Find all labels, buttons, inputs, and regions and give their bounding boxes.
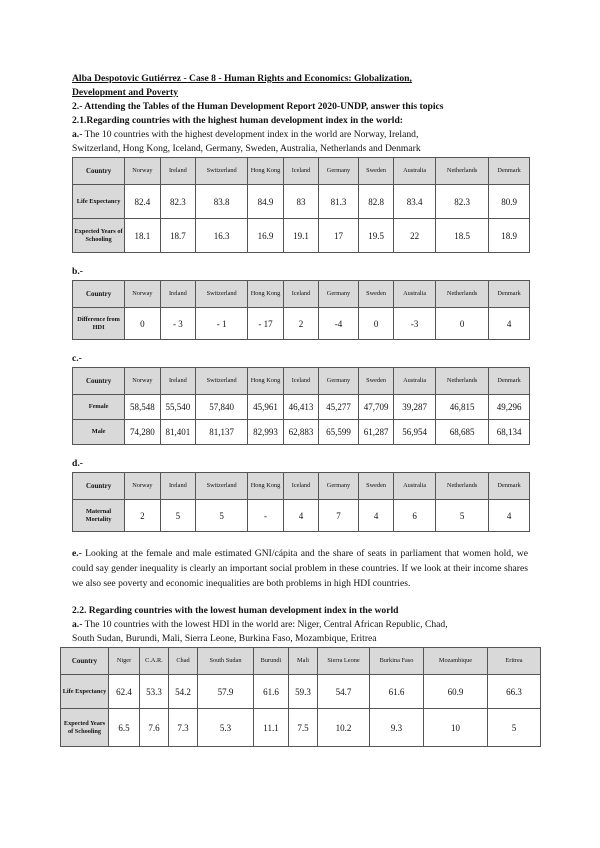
table-cell: 54.7 [318, 675, 370, 709]
header-cell: Iceland [283, 281, 318, 308]
row-label: Expected Years of Schooling [73, 219, 125, 253]
table-cell: 9.3 [370, 709, 424, 747]
header-cell: Switzerland [196, 158, 248, 185]
table-cell: 84.9 [248, 185, 283, 219]
header-cell: Denmark [489, 473, 530, 500]
table-row [61, 675, 541, 709]
table-cell: 7.6 [140, 709, 169, 747]
table-row [73, 395, 530, 420]
table-cell: 7 [319, 500, 359, 532]
table-cell: 2 [125, 500, 160, 532]
table-cell: 11.1 [254, 709, 289, 747]
header-cell: Mozambique [424, 648, 488, 675]
table-cell: 53.3 [140, 675, 169, 709]
header-cell: Country [73, 473, 125, 500]
table-row [73, 185, 530, 219]
header-cell: Switzerland [196, 368, 248, 395]
part-a-paragraph [72, 128, 528, 156]
header-cell: Germany [319, 158, 359, 185]
table-cell: 4 [358, 500, 393, 532]
header-cell: Netherlands [436, 368, 489, 395]
section-2-2-text-line2: South Sudan, Burundi, Mali, Sierra Leone, Burkina Faso, Mozambique, Eritrea [72, 633, 377, 644]
header-cell: Burundi [254, 648, 289, 675]
table-cell: - 1 [196, 308, 248, 340]
header-cell: Australia [394, 281, 436, 308]
row-label: Life Expectancy [61, 675, 109, 709]
section-2-1-heading: 2.1.Regarding countries with the highest human development index in the world: [72, 115, 403, 126]
table-cell: 2 [283, 308, 318, 340]
table-cell: 82.3 [160, 185, 195, 219]
table-cell: 46,815 [436, 395, 489, 420]
table-cell: 18.5 [436, 219, 489, 253]
table-cell: 49,296 [489, 395, 530, 420]
table-high-hdi-difference [72, 280, 530, 340]
header-cell: Ireland [160, 281, 195, 308]
table-cell: 54.2 [169, 675, 198, 709]
table-cell: 61,287 [358, 420, 393, 445]
header-cell: Iceland [283, 368, 318, 395]
table-row [73, 219, 530, 253]
document-title-line1: Alba Despotovic Gutiérrez - Case 8 - Human Rights and Economics: Globalization, [72, 73, 412, 84]
header-cell: Denmark [489, 158, 530, 185]
header-cell: Netherlands [436, 281, 489, 308]
header-cell: Mali [289, 648, 318, 675]
header-cell: Ireland [160, 158, 195, 185]
table-cell: 6 [394, 500, 436, 532]
header-cell: Germany [319, 368, 359, 395]
table-cell: 39,287 [394, 395, 436, 420]
part-d-label: d.- [72, 458, 83, 469]
row-label: Male [73, 420, 125, 445]
table-cell: 17 [319, 219, 359, 253]
table-cell: 0 [436, 308, 489, 340]
header-cell: Sierra Leone [318, 648, 370, 675]
table-cell: 10 [424, 709, 488, 747]
header-cell: Sweden [358, 281, 393, 308]
header-cell: Norway [125, 473, 160, 500]
table-cell: 16.9 [248, 219, 283, 253]
table-cell: 82.3 [436, 185, 489, 219]
header-cell: C.A.R. [140, 648, 169, 675]
table-cell: - [248, 500, 283, 532]
table-header-row [73, 473, 530, 500]
row-label: Life Expectancy [73, 185, 125, 219]
header-cell: Ireland [160, 473, 195, 500]
header-cell: Iceland [283, 158, 318, 185]
table-cell: 5 [196, 500, 248, 532]
table-cell: 6.5 [109, 709, 140, 747]
section-2-2-label: a.- [72, 619, 83, 630]
section-2-heading: 2.- Attending the Tables of the Human Development Report 2020-UNDP, answer this topics [72, 101, 444, 112]
header-cell: Burkina Faso [370, 648, 424, 675]
header-cell: Switzerland [196, 281, 248, 308]
table-cell: 60.9 [424, 675, 488, 709]
header-cell: Germany [319, 281, 359, 308]
header-cell: Country [61, 648, 109, 675]
header-cell: Hong Kong [248, 368, 283, 395]
table-cell: 57,840 [196, 395, 248, 420]
table-row [61, 709, 541, 747]
table-cell: 80.9 [489, 185, 530, 219]
header-cell: Country [73, 368, 125, 395]
table-cell: 83.4 [394, 185, 436, 219]
header-cell: Sweden [358, 473, 393, 500]
table-cell: 18.7 [160, 219, 195, 253]
header-cell: Ireland [160, 368, 195, 395]
header-cell: Eritrea [488, 648, 541, 675]
table-cell: 16.3 [196, 219, 248, 253]
header-cell: Denmark [489, 368, 530, 395]
table-cell: 57.9 [198, 675, 254, 709]
table-header-row [61, 648, 541, 675]
table-cell: 59.3 [289, 675, 318, 709]
header-cell: Denmark [489, 281, 530, 308]
table-cell: 0 [358, 308, 393, 340]
table-cell: - 3 [160, 308, 195, 340]
table-cell: 4 [489, 308, 530, 340]
header-cell: Norway [125, 368, 160, 395]
table-cell: 56,954 [394, 420, 436, 445]
table-cell: 5 [160, 500, 195, 532]
table-cell: 18.9 [489, 219, 530, 253]
section-2-2-paragraph [72, 618, 528, 646]
part-a-text-line1: The 10 countries with the highest development index in the world are Norway, Ireland, [82, 129, 419, 140]
table-cell: 22 [394, 219, 436, 253]
document-title-line2: Development and Poverty [72, 87, 179, 98]
header-cell: Sweden [358, 158, 393, 185]
table-high-gni [72, 367, 530, 445]
header-cell: Switzerland [196, 473, 248, 500]
table-cell: 82.4 [125, 185, 160, 219]
header-cell: Hong Kong [248, 473, 283, 500]
part-b-label: b.- [72, 266, 83, 277]
table-cell: 82,993 [248, 420, 283, 445]
table-cell: 58,548 [125, 395, 160, 420]
table-cell: 47,709 [358, 395, 393, 420]
part-c-label: c.- [72, 353, 82, 364]
header-cell: Niger [109, 648, 140, 675]
header-cell: Germany [319, 473, 359, 500]
row-label: Expected Years of Schooling [61, 709, 109, 747]
table-cell: 82.8 [358, 185, 393, 219]
table-cell: 18.1 [125, 219, 160, 253]
header-cell: Country [73, 281, 125, 308]
table-cell: 5 [488, 709, 541, 747]
table-cell: 61.6 [370, 675, 424, 709]
header-cell: Netherlands [436, 473, 489, 500]
table-header-row [73, 281, 530, 308]
table-cell: 74,280 [125, 420, 160, 445]
table-cell: 0 [125, 308, 160, 340]
header-cell: Australia [394, 473, 436, 500]
table-cell: 65,599 [319, 420, 359, 445]
table-cell: 4 [489, 500, 530, 532]
header-cell: Norway [125, 281, 160, 308]
table-cell: - 17 [248, 308, 283, 340]
table-cell: 68,685 [436, 420, 489, 445]
table-cell: 19.5 [358, 219, 393, 253]
row-label: Difference from HDI [73, 308, 125, 340]
part-e-text: Looking at the female and male estimated GNI/cápita and the share of seats in parliament that women hold, we could say gender inequality is clearly an important social problem in these countries. If we look at their income shares we also see poverty and economic inequalities are both problems in high HDI countries. [72, 548, 528, 589]
table-cell: 61.6 [254, 675, 289, 709]
table-cell: 45,961 [248, 395, 283, 420]
table-low-life-schooling [60, 647, 541, 747]
table-row [73, 500, 530, 532]
table-row [73, 420, 530, 445]
table-cell: 45,277 [319, 395, 359, 420]
header-cell: Country [73, 158, 125, 185]
table-high-maternal-mortality [72, 472, 530, 532]
section-2-2-text-line1: The 10 countries with the lowest HDI in the world are: Niger, Central African Republic, Chad, [82, 619, 448, 630]
table-cell: 46,413 [283, 395, 318, 420]
header-cell: South Sudan [198, 648, 254, 675]
table-cell: -3 [394, 308, 436, 340]
header-cell: Australia [394, 158, 436, 185]
header-cell: Australia [394, 368, 436, 395]
header-cell: Chad [169, 648, 198, 675]
header-cell: Hong Kong [248, 158, 283, 185]
table-cell: 4 [283, 500, 318, 532]
table-high-life-schooling [72, 157, 530, 253]
part-e-label: e.- [72, 548, 82, 559]
table-header-row [73, 158, 530, 185]
header-cell: Hong Kong [248, 281, 283, 308]
row-label: Female [73, 395, 125, 420]
table-cell: 62,883 [283, 420, 318, 445]
table-cell: 7.5 [289, 709, 318, 747]
table-cell: 55,540 [160, 395, 195, 420]
table-cell: 66.3 [488, 675, 541, 709]
part-a-text-line2: Switzerland, Hong Kong, Iceland, Germany, Sweden, Australia, Netherlands and Denmark [72, 143, 421, 154]
table-cell: 83 [283, 185, 318, 219]
table-cell: 83.8 [196, 185, 248, 219]
table-cell: 81,401 [160, 420, 195, 445]
header-cell: Netherlands [436, 158, 489, 185]
table-cell: 5 [436, 500, 489, 532]
document-page [62, 72, 528, 747]
table-cell: 62.4 [109, 675, 140, 709]
header-cell: Norway [125, 158, 160, 185]
table-cell: 7.3 [169, 709, 198, 747]
table-cell: 68,134 [489, 420, 530, 445]
table-cell: 10.2 [318, 709, 370, 747]
part-e-paragraph [72, 546, 528, 591]
header-cell: Iceland [283, 473, 318, 500]
table-row [73, 308, 530, 340]
section-2-2-heading: 2.2. Regarding countries with the lowest human development index in the world [72, 605, 399, 616]
table-cell: 81,137 [196, 420, 248, 445]
part-a-label: a.- [72, 129, 83, 140]
table-cell: 81.3 [319, 185, 359, 219]
table-cell: 5.3 [198, 709, 254, 747]
header-cell: Sweden [358, 368, 393, 395]
table-cell: 19.1 [283, 219, 318, 253]
table-cell: -4 [319, 308, 359, 340]
row-label: Maternal Mortality [73, 500, 125, 532]
table-header-row [73, 368, 530, 395]
